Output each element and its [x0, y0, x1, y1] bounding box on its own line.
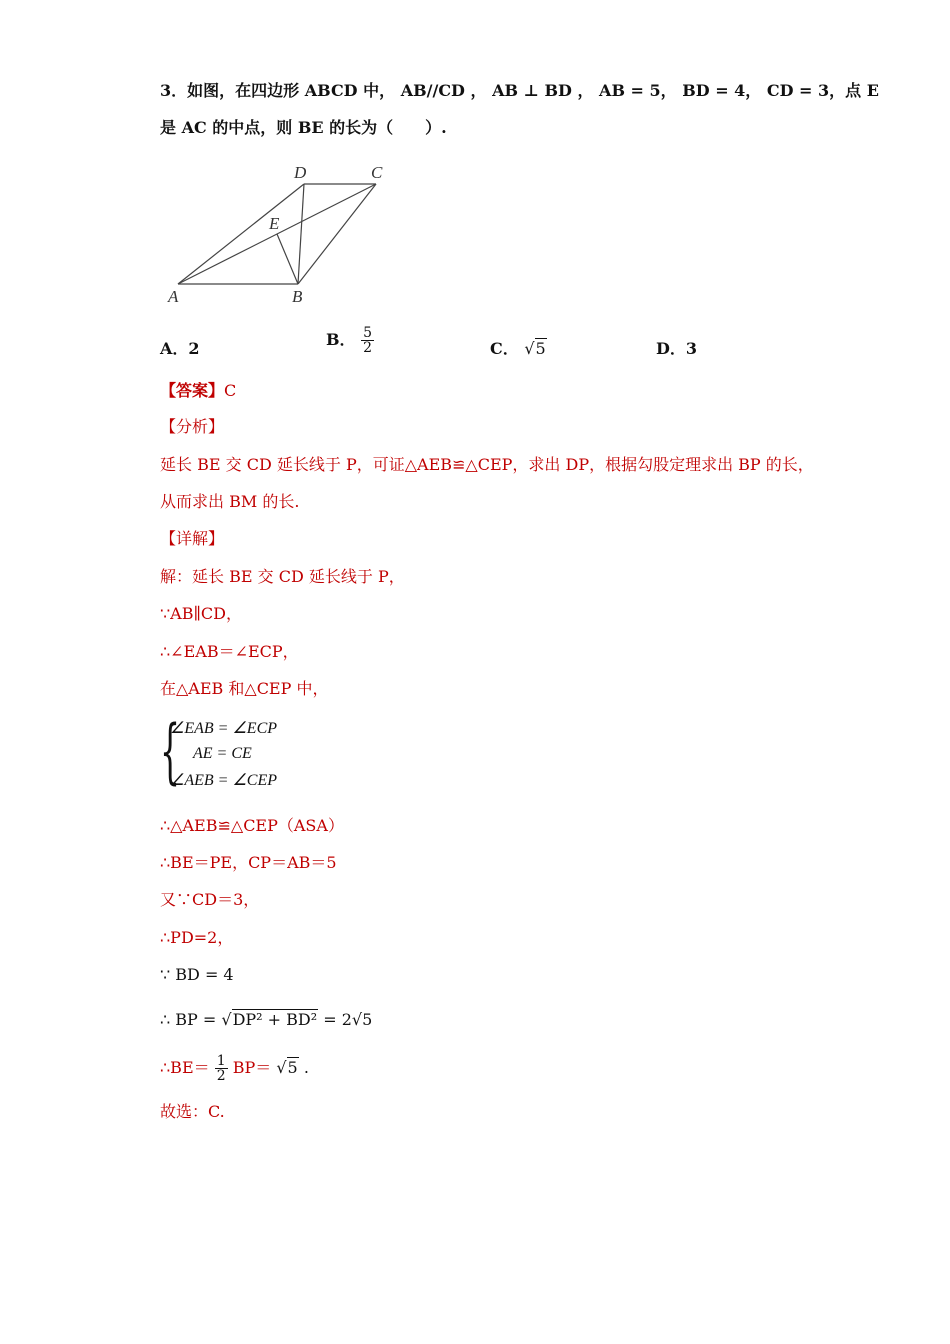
- label-a: A: [168, 287, 179, 306]
- option-b-fraction: [361, 326, 374, 355]
- equation-system: [160, 710, 360, 796]
- option-d: D．3: [656, 339, 698, 358]
- detail-step-11: [160, 1054, 309, 1083]
- question-line-1: 3．如图，在四边形 ABCD 中， AB//CD ， AB ⊥ BD ， AB = 5， BD = 4， CD = 3，点 E: [160, 81, 879, 100]
- be-end: .: [298, 1058, 309, 1077]
- option-b-label: B．: [326, 330, 356, 349]
- detail-step-5: ∴△AEB≌△CEP（ASA）: [160, 816, 344, 835]
- label-c: C: [371, 163, 383, 182]
- option-c: [490, 336, 547, 359]
- segment-be: [277, 234, 298, 284]
- answer-line: [160, 380, 236, 402]
- question-line-2: 是 AC 的中点，则 BE 的长为（ ）.: [160, 118, 447, 137]
- system-row-2: AE = CE: [193, 745, 252, 762]
- fraction-numerator: 1: [216, 1053, 226, 1069]
- segment-bc: [298, 184, 376, 284]
- radicand: 5: [535, 339, 546, 358]
- detail-step-8: ∴PD=2，: [160, 928, 234, 947]
- analysis-line-1: 延长 BE 交 CD 延长线于 P，可证△AEB≌△CEP，求出 DP，根据勾股定理求出 BP 的长，: [160, 455, 814, 474]
- system-row-1: ∠EAB = ∠ECP: [170, 720, 278, 737]
- radicand: DP² + BD²: [232, 1010, 318, 1029]
- option-c-label: C．: [490, 339, 519, 358]
- fraction-denominator: 2: [216, 1068, 226, 1084]
- detail-step-2: ∵AB∥CD，: [160, 604, 242, 623]
- detail-step-7: 又∵CD＝3，: [160, 890, 260, 909]
- answer-value: C: [224, 381, 237, 400]
- be-mid: BP＝: [227, 1058, 277, 1077]
- detail-step-6: ∴BE＝PE，CP＝AB＝5: [160, 853, 337, 872]
- sqrt-expression: √DP² + BD²: [221, 1010, 318, 1029]
- detail-step-9: ∵ BD = 4: [160, 965, 234, 984]
- detail-step-10: [160, 1009, 372, 1031]
- analysis-tag: 【分析】: [160, 417, 225, 436]
- segment-ad: [178, 184, 304, 284]
- radicand: 5: [287, 1058, 298, 1077]
- detail-step-4: 在△AEB 和△CEP 中，: [160, 679, 329, 698]
- be-prefix: ∴BE＝: [160, 1058, 210, 1077]
- label-e: E: [269, 214, 280, 233]
- option-b: [326, 326, 374, 355]
- system-row-3: ∠AEB = ∠CEP: [170, 772, 278, 789]
- detail-step-1: 解：延长 BE 交 CD 延长线于 P，: [160, 567, 405, 586]
- half-fraction: [215, 1054, 228, 1083]
- analysis-line-2: 从而求出 BM 的长.: [160, 492, 300, 511]
- fraction-denominator: 2: [363, 340, 373, 356]
- sqrt-expression: √5: [524, 339, 546, 358]
- label-d: D: [294, 163, 307, 182]
- option-a: A．2: [160, 339, 200, 358]
- detail-step-3: ∴∠EAB＝∠ECP，: [160, 642, 299, 661]
- label-b: B: [292, 287, 303, 306]
- fraction-numerator: 5: [363, 325, 373, 341]
- bp-prefix: ∴ BP =: [160, 1010, 222, 1029]
- answer-tag: 【答案】: [160, 381, 225, 400]
- detail-step-12: 故选：C.: [160, 1102, 225, 1121]
- brace-icon: {: [160, 710, 181, 792]
- detail-tag: 【详解】: [160, 529, 225, 548]
- bp-result: = 2√5: [318, 1010, 373, 1029]
- segment-bd: [298, 184, 304, 284]
- sqrt-expression: √5: [276, 1058, 298, 1077]
- geometry-figure: [160, 158, 410, 313]
